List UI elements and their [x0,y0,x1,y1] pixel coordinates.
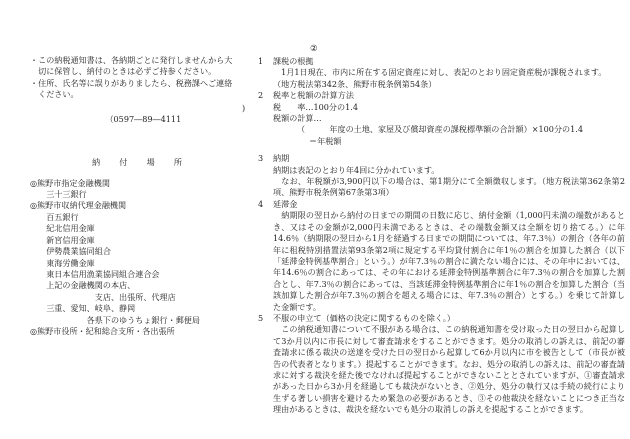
section-body: 納期は表記のとおり年4回に分かれています。 [273,164,440,175]
right-column [258,33,625,416]
section-appeal [258,312,625,416]
place-item: ◎熊野市指定金融機関 [30,177,110,188]
place-item: ◎熊野市役所・紀和総合支所・各出張所 [30,325,175,336]
page-number: ② [310,44,318,54]
note-line: ください。 [30,89,79,100]
note-line: 切に保管し、納付のときは必ずご持参ください。 [30,66,217,77]
tax-rate: 税 率…100分の1.4 [273,101,358,112]
section-body: 納期限の翌日から納付の日までの期間の日数に応じ、納付金額（1,000円未満の端数があるとき、又はその金額が2,000円未満であるときは、その端数金額又は全額を切り捨てる。）に年14.6％（納期限の翌日から1月を経過する日までの期間については、年7.3％）の割合（各年の前年に租税特別措置法第93条第2項に規定する平均貸付割合に年1％の割合を加算した割合（以下「延滞金特例基準割合」という。）が年7.3％の割合に満たない場合には、その年中においては、年14.6％の割合にあっては、その年における延滞金特例基準割合に年7.3％の割合を加算した割合とし、年7.3％の割合にあっては、当該延滞金特例基準割合に年1％の割合を加算した割合（当該加算した割合が年7.3％の割合を超える場合には、年7.3％の割合）とする。）を乗じて計算した金額です。 [273,210,625,312]
section-number: 3 [258,153,264,164]
place-item: 三重、愛知、岐阜、静岡 [30,303,136,314]
tax-calc-label: 税額の計算… [273,113,322,124]
phone-line [30,103,255,149]
place-item: 上記の金融機関の本店、 [30,280,136,291]
place-item: 東日本信用漁業協同組合連合会 [30,268,160,279]
tax-formula: （ 年度の土地、家屋及び償却資産の課税標準額の合計額）×100分の1.4 [297,124,584,135]
section-number: 5 [258,312,264,323]
place-item: 百五銀行 [30,211,79,222]
payment-places-heading: 納 付 場 所 [92,157,183,168]
tax-result: ＝年税額 [309,135,342,146]
place-item: 東海労働金庫 [30,257,95,268]
left-column [30,55,255,337]
phone-close: ) [242,102,246,113]
place-item: 紀北信用金庫 [30,223,95,234]
place-item: 新宮信用金庫 [30,234,95,245]
section-title: 税率と税額の計算方法 [273,90,354,101]
section-number: 2 [258,90,264,101]
place-item: 支店、出張所、代理店 [30,291,176,302]
place-item: 伊勢農業協同組合 [30,246,111,257]
place-item: 各県下のゆうちょ銀行・郵便局 [30,314,200,325]
section-body: 1月1日現在、市内に所在する固定資産に対し、表記のとおり固定資産税が課税されます。 [273,67,607,78]
section-number: 1 [258,56,264,66]
section-tax-rate [258,90,625,147]
law-reference: （地方税法第342条、熊野市税条例第54条） [273,78,437,89]
place-item: 三十三銀行 [30,189,87,200]
phone-number: （0597―89―4111 [105,114,182,125]
note-line: ・住所、氏名等に誤りがありましたら、税務課へご連絡 [30,77,233,88]
section-number: 4 [258,198,264,209]
section-payment-periods [258,153,625,199]
note-line: ・この納税通知書は、各納期ごとに発行しませんから大 [30,55,233,65]
section-late-fee [258,198,625,313]
section-title: 課税の根拠 [273,56,314,66]
place-item: ◎熊野市収納代理金融機関 [30,200,127,211]
section-title: 延滞金 [273,198,298,209]
section-title: 不服の申立て（価格の決定に関するものを除く。） [273,312,455,323]
section-tax-basis [258,56,625,90]
section-title: 納期 [273,153,290,164]
section-body: この納税通知書について不服がある場合は、この納税通知書を受け取った日の翌日から起算して3か月以内に市長に対して審査請求をすることができます。処分の取消しの訴えは、前記の審査請求に係る裁決の送達を受けた日の翌日から起算して6か月以内に市を被告として（市長が被告の代表者となります。）提起することができます。なお、処分の取消しの訴えは、前記の審査請求に対する裁決を経た後でなければ提起することができないこととされていますが、①審査請求があった日から3か月を経過しても裁決がないとき、②処分、処分の執行又は手続の続行により生ずる著しい損害を避けるため緊急の必要があるとき、③その他裁決を経ないことにつき正当な理由があるときは、裁決を経ないでも処分の取消しの訴えを提起することができます。 [273,324,625,415]
section-note: なお、年税額が3,900円以下の場合は、第1期分にて全額徴収します。（地方税法第362条第2項、熊野市税条例第67条第3項） [273,176,625,198]
